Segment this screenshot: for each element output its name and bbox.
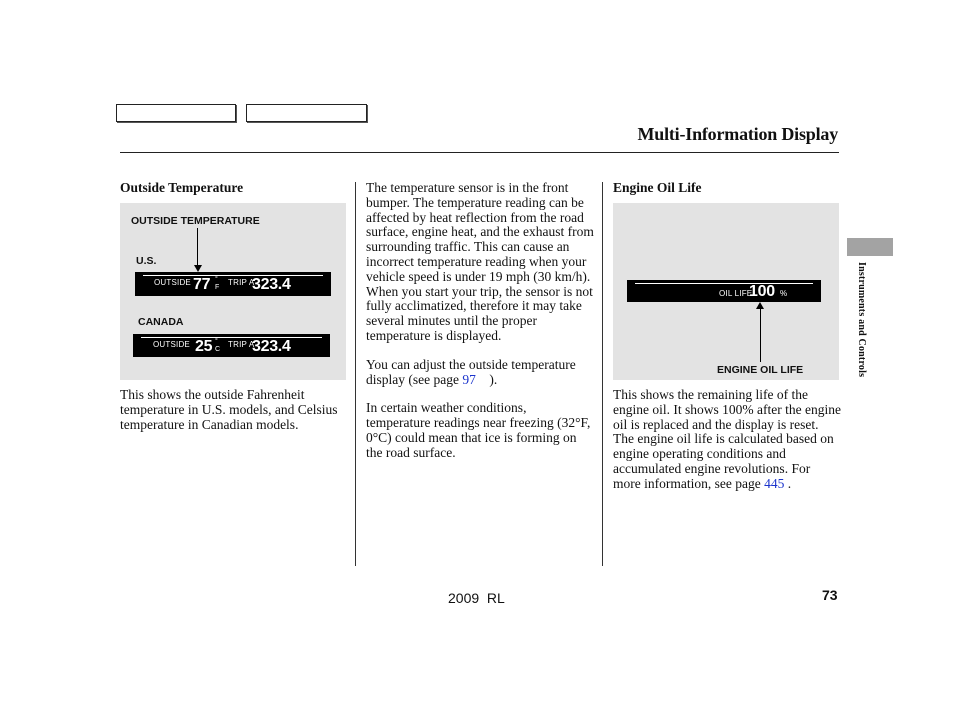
trip-label: TRIP A — [228, 340, 255, 349]
footer-model: 2009 RL — [448, 590, 505, 606]
figure-caption: ENGINE OIL LIFE — [717, 364, 804, 376]
trip-value: 323.4 — [252, 338, 291, 355]
oil-life-unit: % — [780, 289, 788, 298]
outside-temperature-heading: Outside Temperature — [120, 180, 244, 195]
oil-life-display — [627, 280, 821, 302]
freezing-warning-paragraph: In certain weather conditions, temperature readings near freezing (32°F, 0°C) could mean that ice is forming on the road surface. — [366, 400, 591, 460]
us-temperature-display — [135, 272, 331, 296]
oil-life-label: OIL LIFE — [719, 289, 753, 298]
trip-label: TRIP A — [228, 278, 255, 287]
section-tab — [847, 238, 893, 256]
temperature-sensor-text — [366, 181, 594, 461]
engine-oil-life-description: This shows the remaining life of the engine oil. It shows 100% after the engine oil is replaced and the display is reset. The engine oil life is calculated based on engine operating conditions and accumulated engine revolutions. For more information, see page 445 . — [613, 387, 841, 491]
nav-box-left[interactable] — [116, 104, 236, 122]
outside-temperature-description: This shows the outside Fahrenheit temperature in U.S. models, and Celsius temperature in Canadian models. — [120, 387, 338, 432]
unit-celsius: C — [215, 346, 221, 353]
outside-temp-value: 25 — [195, 338, 213, 355]
outside-temp-value: 77 — [193, 276, 211, 293]
engine-oil-life-heading: Engine Oil Life — [613, 180, 702, 195]
section-label: Instruments and Controls — [856, 262, 867, 378]
engine-oil-life-figure — [613, 203, 839, 380]
page-445-link[interactable]: 445 — [764, 475, 785, 491]
sensor-paragraph: The temperature sensor is in the front bumper. The temperature reading can be affected by heat reflection from the road surface, engine heat, and the exhaust from surrounding traffic. This can cause an incorrect temperature reading when your vehicle speed is under 19 mph (30 km/h). When you start your trip, the sensor is not fully acclimatized, therefore it may take several minutes until the proper temperature is displayed. — [366, 180, 594, 343]
nav-box-right[interactable] — [246, 104, 367, 122]
outside-temperature-figure — [120, 203, 346, 380]
column-divider-2 — [602, 182, 603, 566]
pointer-arrowhead — [194, 265, 202, 272]
oil-life-value: 100 — [749, 283, 775, 300]
figure-caption: OUTSIDE TEMPERATURE — [131, 215, 260, 227]
page-97-link[interactable]: 97 — [462, 371, 476, 387]
unit-degree: ° — [215, 338, 218, 345]
column-divider-1 — [355, 182, 356, 566]
trip-value: 323.4 — [252, 276, 291, 293]
caption-pointer-line — [197, 228, 198, 268]
us-label: U.S. — [136, 255, 157, 267]
page-title: Multi-Information Display — [637, 124, 838, 144]
header-divider — [120, 152, 839, 153]
canada-label: CANADA — [138, 316, 184, 328]
outside-label: OUTSIDE — [153, 340, 190, 349]
adjust-display-paragraph: You can adjust the outside temperature display (see page 97 ). — [366, 356, 576, 387]
canada-temperature-display — [133, 334, 330, 357]
page-number: 73 — [822, 587, 838, 603]
outside-label: OUTSIDE — [154, 278, 191, 287]
unit-fahrenheit: F — [215, 284, 220, 291]
caption-pointer-line — [760, 308, 761, 362]
unit-degree: ° — [215, 276, 218, 283]
